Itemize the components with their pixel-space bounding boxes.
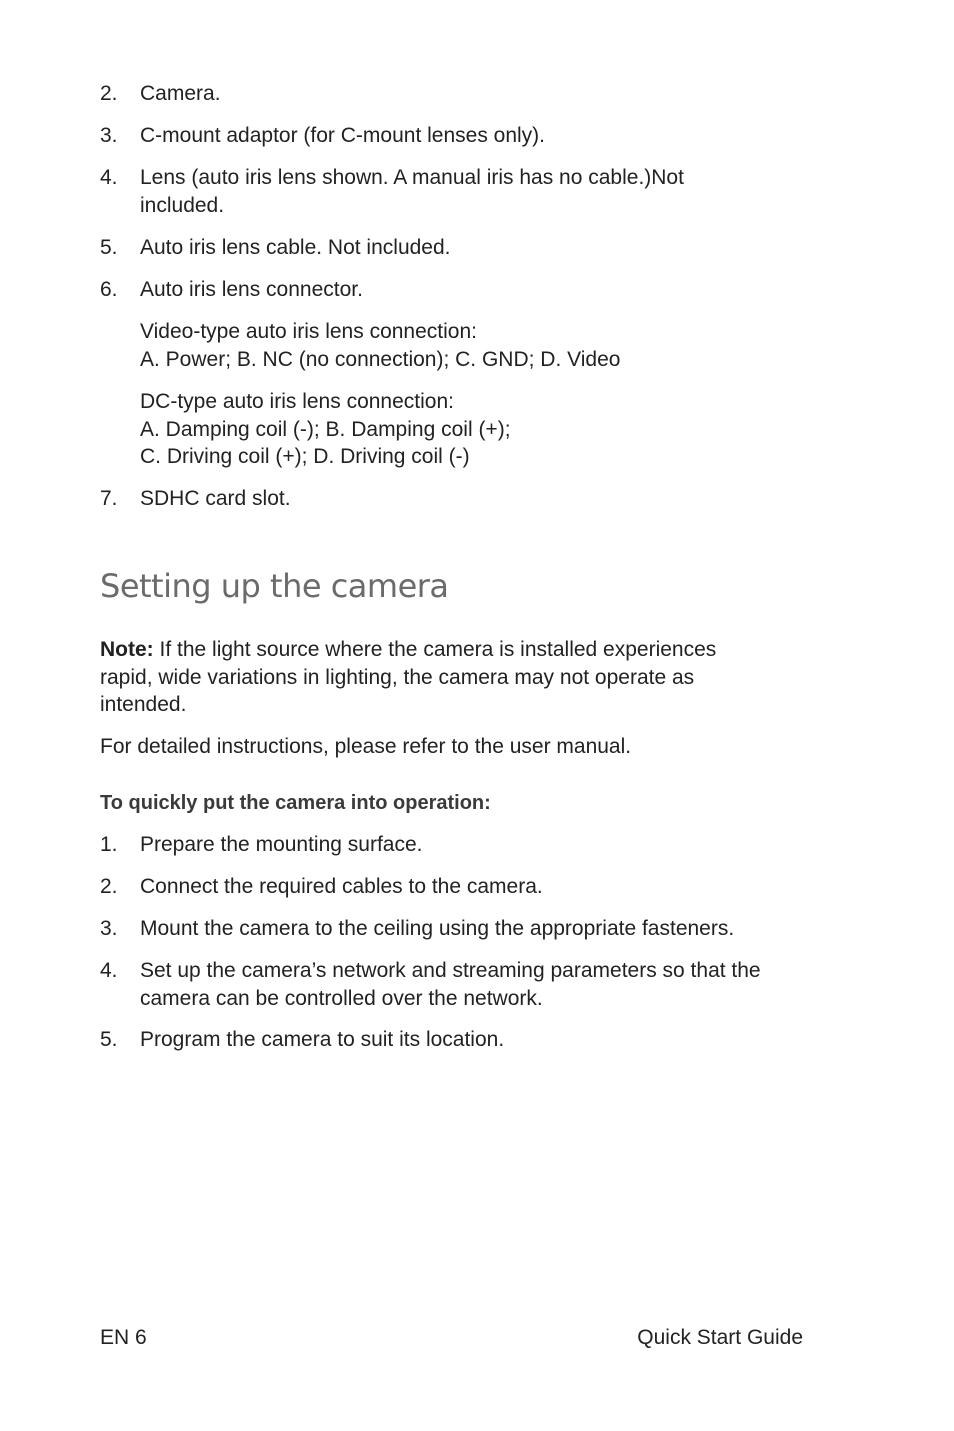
list-text: Auto iris lens connector. bbox=[140, 278, 363, 301]
video-connection-detail: A. Power; B. NC (no connection); C. GND; D. Video bbox=[140, 347, 621, 371]
video-connection bbox=[140, 318, 820, 373]
list-number: 2. bbox=[100, 82, 118, 105]
step-number: 1. bbox=[100, 833, 118, 856]
dc-connection-line1: A. Damping coil (-); B. Damping coil (+); bbox=[140, 417, 511, 441]
list-text: Lens (auto iris lens shown. A manual iris has no cable.)Not included. bbox=[140, 166, 684, 217]
step-text: Set up the camera’s network and streaming parameters so that the camera can be controlled over the network. bbox=[140, 959, 761, 1010]
video-connection-title: Video-type auto iris lens connection: bbox=[140, 320, 477, 343]
list-number: 3. bbox=[100, 124, 118, 147]
note-label: Note: bbox=[100, 638, 154, 661]
step-number: 3. bbox=[100, 917, 118, 940]
dc-connection-line2: C. Driving coil (+); D. Driving coil (-) bbox=[140, 445, 470, 468]
list-text: Camera. bbox=[140, 82, 221, 105]
list-number: 6. bbox=[100, 278, 118, 301]
list-number: 5. bbox=[100, 236, 118, 259]
step-number: 5. bbox=[100, 1028, 118, 1051]
step-number: 2. bbox=[100, 875, 118, 898]
list-text: SDHC card slot. bbox=[140, 487, 291, 510]
detail-paragraph: For detailed instructions, please refer to the user manual. bbox=[100, 735, 632, 758]
step-text: Connect the required cables to the camera. bbox=[140, 875, 543, 898]
page-number: EN 6 bbox=[100, 1326, 147, 1349]
list-text: Auto iris lens cable. Not included. bbox=[140, 236, 451, 259]
dc-connection bbox=[140, 388, 820, 471]
guide-title: Quick Start Guide bbox=[637, 1326, 803, 1349]
step-text: Program the camera to suit its location. bbox=[140, 1028, 505, 1051]
step-text: Mount the camera to the ceiling using the appropriate fasteners. bbox=[140, 917, 735, 940]
list-text: C-mount adaptor (for C-mount lenses only). bbox=[140, 124, 545, 147]
list-number: 7. bbox=[100, 487, 118, 510]
note-text: If the light source where the camera is installed experiences rapid, wide variations in lighting, the camera may not operate as intended. bbox=[100, 638, 717, 716]
dc-connection-title: DC-type auto iris lens connection: bbox=[140, 390, 454, 413]
step-text: Prepare the mounting surface. bbox=[140, 833, 423, 856]
section-heading: Setting up the camera bbox=[100, 567, 449, 605]
step-number: 4. bbox=[100, 959, 118, 982]
note-paragraph bbox=[100, 636, 770, 719]
procedure-title: To quickly put the camera into operation: bbox=[100, 792, 491, 814]
list-number: 4. bbox=[100, 166, 118, 189]
